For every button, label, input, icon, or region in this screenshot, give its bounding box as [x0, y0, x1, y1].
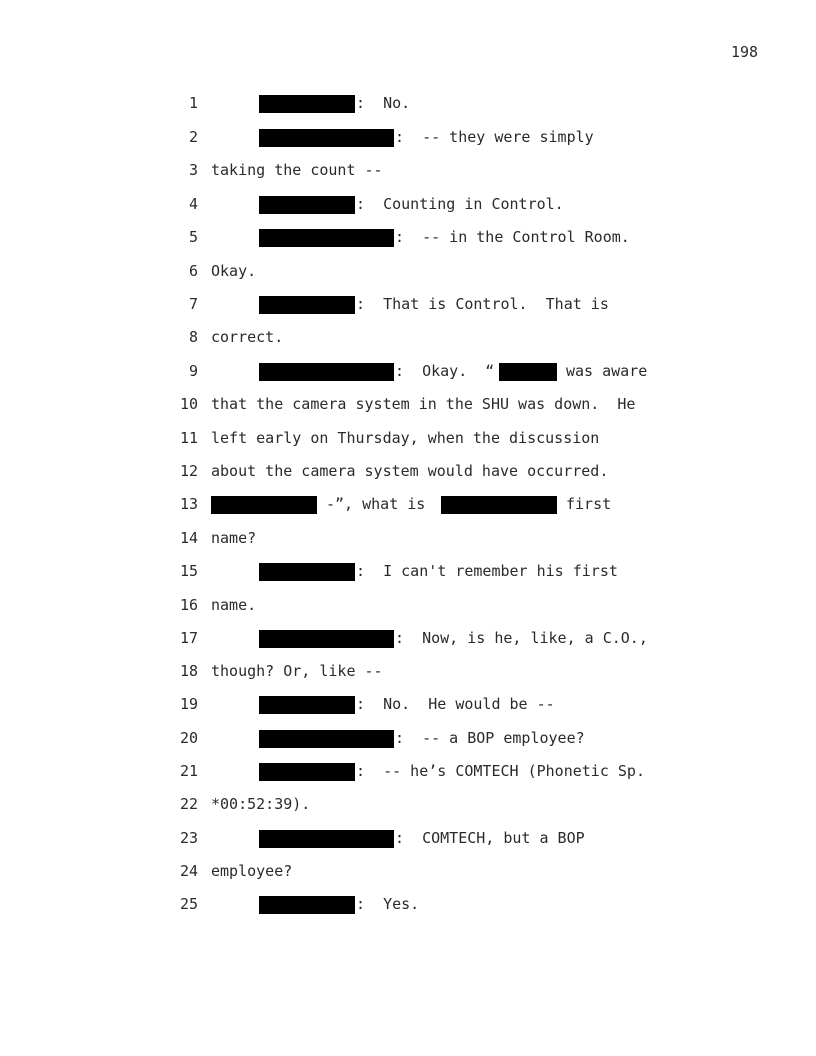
transcript-line — [0, 528, 816, 548]
line-number: 11 — [179, 429, 198, 447]
page-number: 198 — [731, 43, 759, 61]
line-number: 19 — [179, 695, 198, 713]
transcript-line — [0, 428, 816, 448]
line-text: : I can't remember his first — [356, 562, 618, 580]
line-text: : Okay. “ — [395, 362, 495, 380]
redaction-bar — [441, 496, 557, 514]
line-text: : Yes. — [356, 895, 420, 913]
line-number: 24 — [179, 862, 198, 880]
line-number: 5 — [188, 228, 198, 246]
line-text: : COMTECH, but a BOP — [395, 829, 585, 847]
transcript-line — [0, 294, 816, 314]
line-number: 4 — [188, 195, 198, 213]
line-text: : -- a BOP employee? — [395, 729, 585, 747]
redaction-bar — [259, 696, 355, 714]
line-text: : -- in the Control Room. — [395, 228, 630, 246]
transcript-line — [0, 361, 816, 381]
redaction-bar — [259, 563, 355, 581]
redaction-bar — [259, 630, 394, 648]
redaction-bar — [259, 129, 394, 147]
line-text: : Counting in Control. — [356, 195, 564, 213]
redaction-bar — [259, 763, 355, 781]
transcript-line — [0, 595, 816, 615]
transcript-line — [0, 628, 816, 648]
line-text: though? Or, like -- — [211, 662, 383, 680]
transcript-line — [0, 694, 816, 714]
line-number: 7 — [188, 295, 198, 313]
line-text: correct. — [211, 328, 284, 346]
line-number: 22 — [179, 795, 198, 813]
transcript-line — [0, 461, 816, 481]
transcript-line — [0, 794, 816, 814]
transcript-line — [0, 127, 816, 147]
line-text: : -- they were simply — [395, 128, 594, 146]
redaction-bar — [259, 896, 355, 914]
redaction-bar — [259, 95, 355, 113]
line-text: : No. He would be -- — [356, 695, 555, 713]
redaction-bar — [259, 196, 355, 214]
line-number: 25 — [179, 895, 198, 913]
line-text: left early on Thursday, when the discussion — [211, 429, 600, 447]
line-text: : No. — [356, 94, 411, 112]
line-text: name? — [211, 529, 257, 547]
line-number: 10 — [179, 395, 198, 413]
line-text: : -- he’s COMTECH (Phonetic Sp. — [356, 762, 645, 780]
line-number: 6 — [188, 262, 198, 280]
line-number: 14 — [179, 529, 198, 547]
transcript-line — [0, 261, 816, 281]
line-number: 9 — [188, 362, 198, 380]
line-number: 15 — [179, 562, 198, 580]
line-text: that the camera system in the SHU was down. He — [211, 395, 636, 413]
transcript-line — [0, 394, 816, 414]
line-text: : Now, is he, like, a C.O., — [395, 629, 648, 647]
redaction-bar — [259, 830, 394, 848]
redaction-bar — [259, 229, 394, 247]
transcript-line — [0, 828, 816, 848]
line-number: 16 — [179, 596, 198, 614]
line-number: 20 — [179, 729, 198, 747]
transcript-line — [0, 494, 816, 514]
redaction-bar — [259, 363, 394, 381]
line-text: Okay. — [211, 262, 257, 280]
line-text: first — [566, 495, 612, 513]
transcript-line — [0, 661, 816, 681]
line-number: 1 — [188, 94, 198, 112]
line-number: 8 — [188, 328, 198, 346]
transcript-line — [0, 194, 816, 214]
transcript-line — [0, 227, 816, 247]
redaction-bar — [259, 730, 394, 748]
transcript-line — [0, 93, 816, 113]
redaction-bar — [499, 363, 557, 381]
line-text: -”, what is — [326, 495, 426, 513]
line-number: 12 — [179, 462, 198, 480]
line-text: name. — [211, 596, 257, 614]
transcript-line — [0, 160, 816, 180]
redaction-bar — [259, 296, 355, 314]
line-number: 21 — [179, 762, 198, 780]
line-number: 23 — [179, 829, 198, 847]
transcript-line — [0, 728, 816, 748]
line-text: *00:52:39). — [211, 795, 311, 813]
line-number: 13 — [179, 495, 198, 513]
transcript-line — [0, 894, 816, 914]
transcript-line — [0, 761, 816, 781]
transcript-line — [0, 327, 816, 347]
line-text: taking the count -- — [211, 161, 383, 179]
line-number: 18 — [179, 662, 198, 680]
transcript-line — [0, 861, 816, 881]
line-number: 3 — [188, 161, 198, 179]
line-text: : That is Control. That is — [356, 295, 609, 313]
line-text: about the camera system would have occurred. — [211, 462, 609, 480]
line-number: 17 — [179, 629, 198, 647]
redaction-bar — [211, 496, 317, 514]
line-text: employee? — [211, 862, 293, 880]
transcript-line — [0, 561, 816, 581]
line-number: 2 — [188, 128, 198, 146]
line-text: was aware — [566, 362, 648, 380]
